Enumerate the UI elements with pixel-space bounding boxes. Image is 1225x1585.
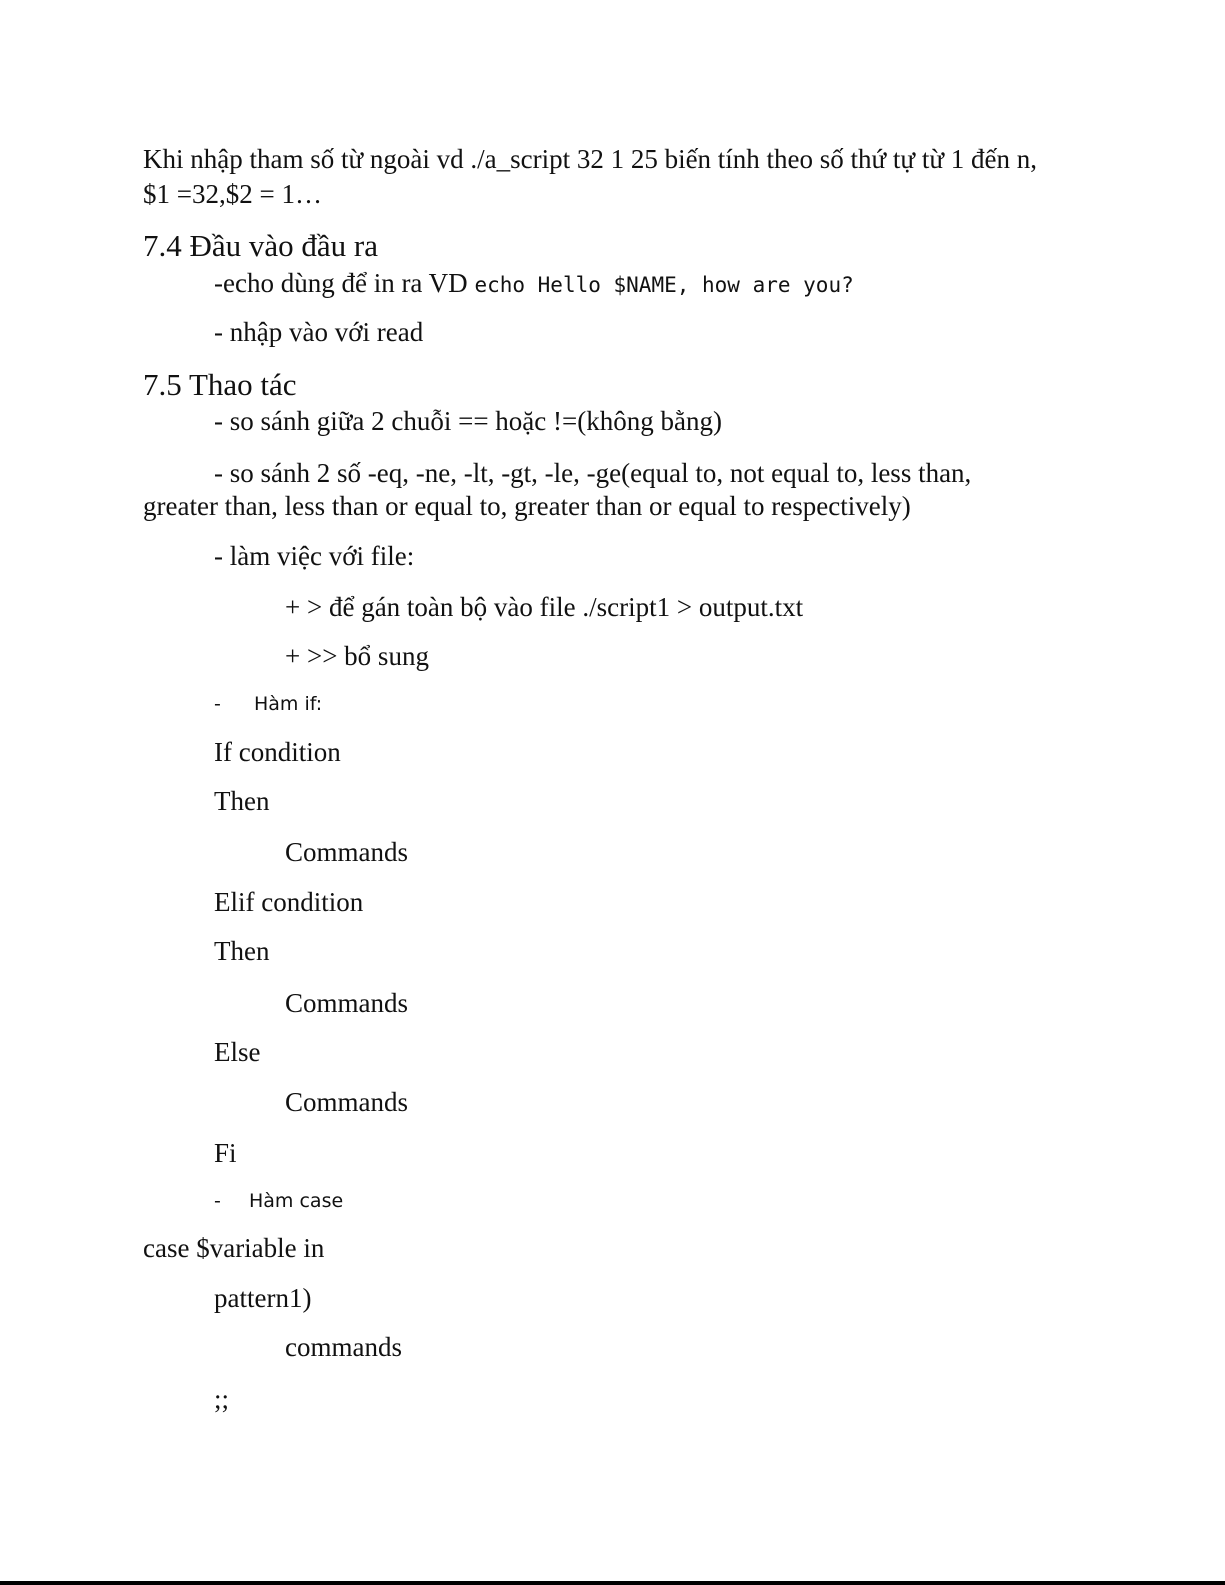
page-bottom-border — [0, 1581, 1225, 1585]
case-line: case $variable in — [143, 1233, 325, 1263]
if-line: Commands — [285, 837, 409, 867]
intro-line-2: $1 =32,$2 = 1… — [143, 179, 322, 209]
file-work-line: - làm việc với file: — [214, 541, 415, 571]
if-line: Elif condition — [214, 887, 364, 917]
bullet-case — [214, 1189, 343, 1213]
heading-section-7-4: 7.4 Đầu vào đầu ra — [143, 228, 378, 263]
echo-description: -echo dùng để in ra VD — [214, 268, 475, 298]
heading-section-7-5: 7.5 Thao tác — [143, 367, 297, 402]
file-append-line: + >> bổ sung — [285, 641, 429, 671]
if-line: Fi — [214, 1138, 237, 1168]
echo-line — [214, 267, 854, 301]
case-line: pattern1) — [214, 1283, 312, 1313]
intro-line-1: Khi nhập tham số từ ngoài vd ./a_script 32 1 25 biến tính theo số thứ tự từ 1 đến n, — [143, 144, 1037, 174]
compare-numbers-line-1: - so sánh 2 số -eq, -ne, -lt, -gt, -le, -ge(equal to, not equal to, less than, — [214, 458, 972, 488]
case-line: ;; — [214, 1384, 230, 1414]
bullet-if-label: Hàm if: — [254, 693, 323, 715]
file-overwrite-line: + > để gán toàn bộ vào file ./script1 > output.txt — [285, 592, 804, 622]
if-line: Commands — [285, 988, 409, 1018]
compare-strings-line: - so sánh giữa 2 chuỗi == hoặc !=(không bằng) — [214, 406, 722, 436]
bullet-if — [214, 692, 322, 716]
echo-code-sample: echo Hello $NAME, how are you? — [474, 273, 854, 297]
bullet-dash: - — [214, 693, 221, 715]
bullet-dash: - — [214, 1190, 221, 1212]
if-line: If condition — [214, 737, 341, 767]
read-line: - nhập vào với read — [214, 317, 424, 347]
compare-numbers-line-2: greater than, less than or equal to, greater than or equal to respectively) — [143, 491, 911, 521]
if-line: Then — [214, 786, 270, 816]
case-line: commands — [285, 1332, 402, 1362]
bullet-case-label: Hàm case — [249, 1190, 344, 1212]
if-line: Then — [214, 936, 270, 966]
if-line: Else — [214, 1037, 261, 1067]
if-line: Commands — [285, 1087, 409, 1117]
